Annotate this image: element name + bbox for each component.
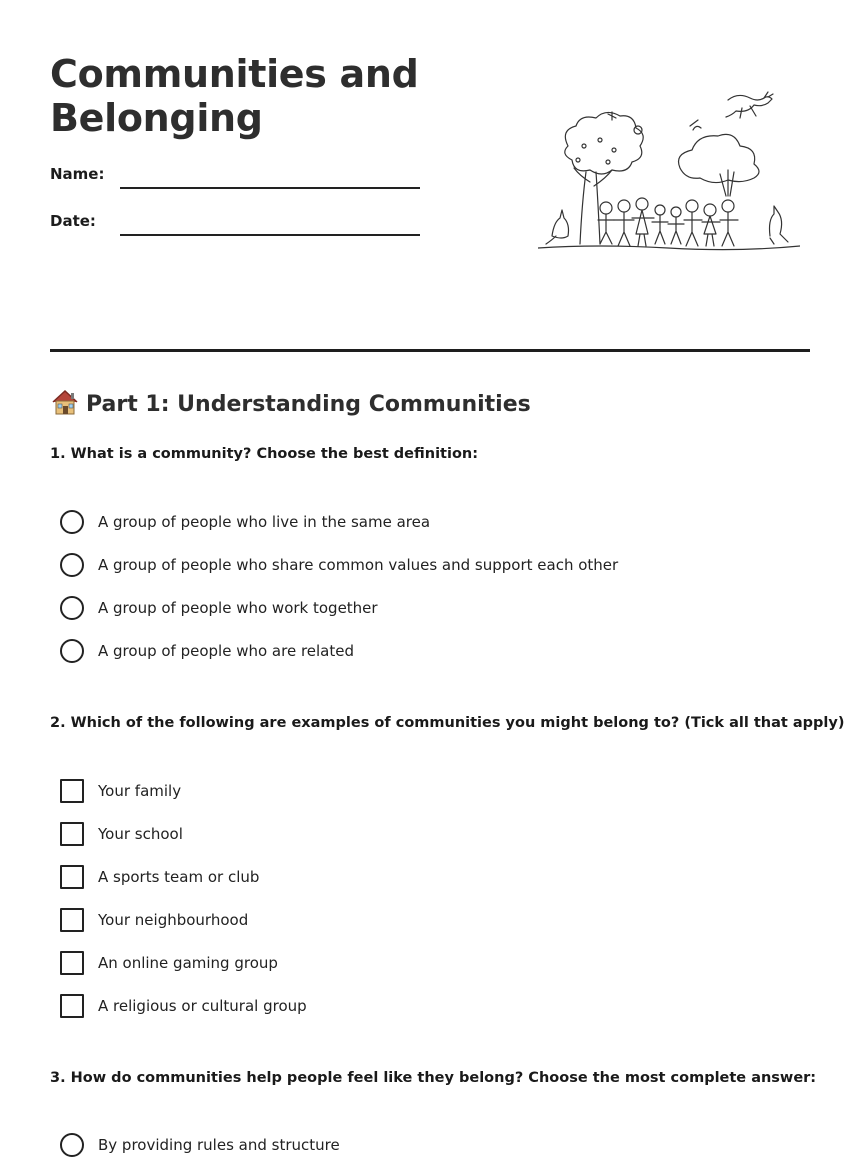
q1-option-4[interactable] — [60, 638, 354, 664]
children-group-icon — [598, 198, 738, 246]
children-community-drawing-icon — [538, 86, 800, 256]
worksheet-title — [50, 52, 470, 140]
q2-option-5[interactable] — [60, 950, 278, 976]
radio-button[interactable] — [60, 596, 84, 620]
option-label: A sports team or club — [98, 868, 260, 886]
date-field[interactable] — [120, 234, 420, 236]
worksheet-page — [50, 0, 845, 1161]
header-divider — [50, 349, 810, 352]
kangaroo-right-icon — [770, 206, 789, 244]
option-label: Your school — [98, 825, 183, 843]
option-label: An online gaming group — [98, 954, 278, 972]
question-3: 3. How do communities help people feel like they belong? Choose the most complete answer: — [50, 1070, 817, 1086]
q1-option-2[interactable] — [60, 552, 618, 578]
name-field[interactable] — [120, 187, 420, 189]
bird-icon-2 — [690, 120, 701, 130]
q2-option-3[interactable] — [60, 864, 259, 890]
checkbox[interactable] — [60, 951, 84, 975]
checkbox[interactable] — [60, 865, 84, 889]
radio-button[interactable] — [60, 1133, 84, 1157]
checkbox[interactable] — [60, 779, 84, 803]
option-label: Your family — [98, 782, 182, 800]
title-line-1: Communities and — [50, 52, 419, 96]
q3-option-1[interactable] — [60, 1132, 340, 1158]
q2-option-2[interactable] — [60, 821, 183, 847]
name-label: Name: — [50, 165, 105, 183]
option-label: A group of people who live in the same area — [98, 513, 431, 531]
option-label: By providing rules and structure — [98, 1136, 340, 1154]
part1-heading-text: Part 1: Understanding Communities — [86, 392, 531, 417]
date-label: Date: — [50, 212, 96, 230]
q2-option-1[interactable] — [60, 778, 181, 804]
tree-right-icon — [679, 134, 760, 196]
kangaroo-left-icon — [546, 210, 569, 244]
leaping-kangaroo-icon — [726, 92, 773, 118]
part1-heading — [50, 388, 531, 421]
question-1: 1. What is a community? Choose the best definition: — [50, 446, 479, 462]
option-label: A group of people who share common values and support each other — [98, 556, 619, 574]
q1-option-1[interactable] — [60, 509, 430, 535]
title-line-2: Belonging — [50, 96, 263, 140]
tree-left-icon — [565, 112, 643, 244]
q2-option-6[interactable] — [60, 993, 307, 1019]
radio-button[interactable] — [60, 553, 84, 577]
checkbox[interactable] — [60, 822, 84, 846]
house-emoji-icon — [50, 388, 80, 416]
option-label: A group of people who are related — [98, 642, 355, 660]
question-2: 2. Which of the following are examples of communities you might belong to? (Tick all that apply) — [50, 715, 845, 731]
option-label: Your neighbourhood — [98, 911, 249, 929]
checkbox[interactable] — [60, 908, 84, 932]
q2-option-4[interactable] — [60, 907, 248, 933]
radio-button[interactable] — [60, 510, 84, 534]
ground-line-icon — [538, 246, 800, 250]
q1-option-3[interactable] — [60, 595, 378, 621]
option-label: A religious or cultural group — [98, 997, 307, 1015]
radio-button[interactable] — [60, 639, 84, 663]
checkbox[interactable] — [60, 994, 84, 1018]
option-label: A group of people who work together — [98, 599, 378, 617]
